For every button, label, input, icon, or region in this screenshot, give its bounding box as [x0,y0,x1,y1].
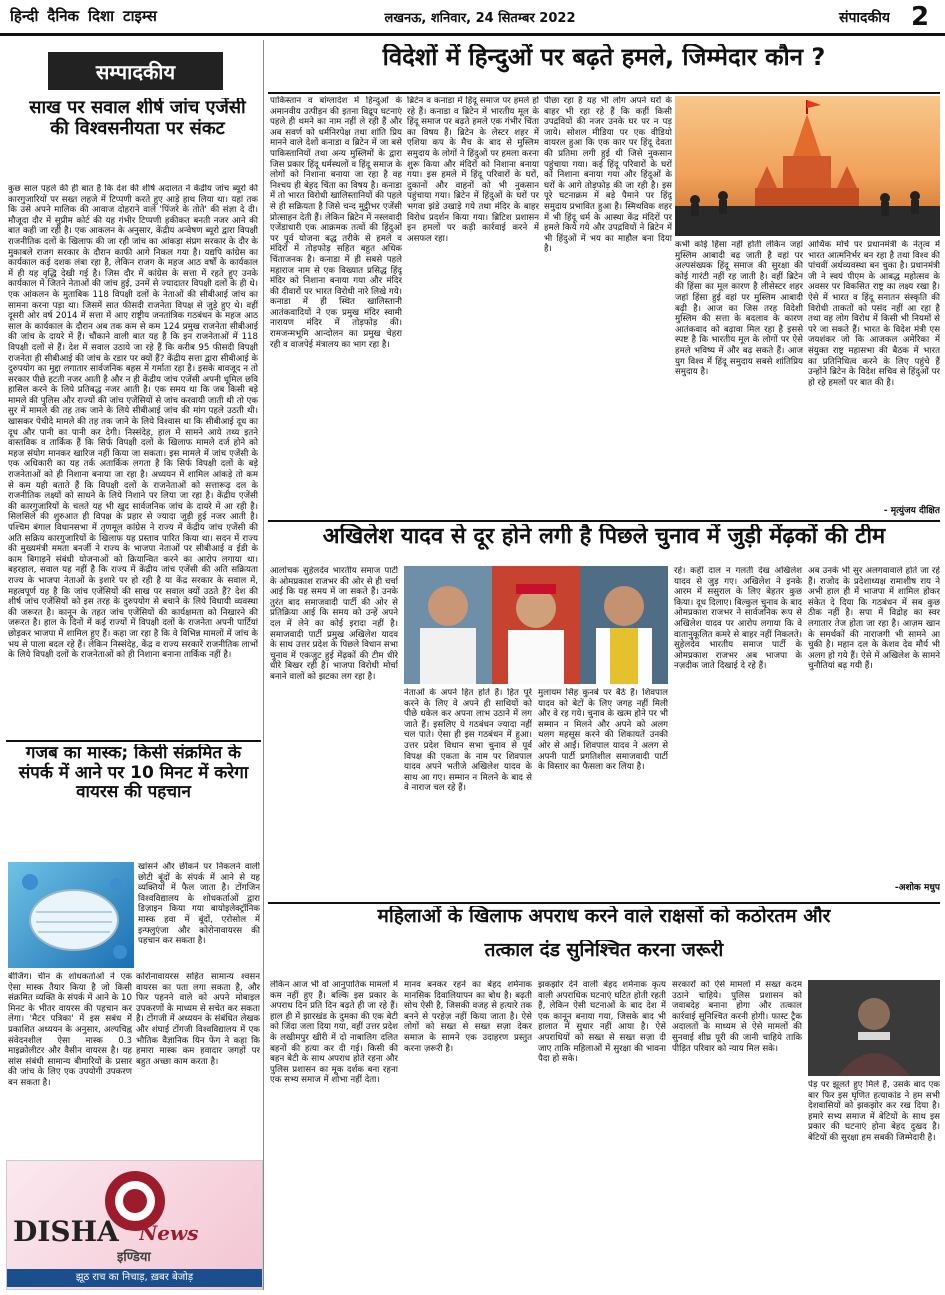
disha-news-ad [6,1160,263,1290]
lead-byline: - मृत्युंजय दीक्षित [883,506,940,516]
lead-headline: विदेशों में हिन्दुओं पर बढ़ते हमले, जिम्मेदार कौन ? [382,44,826,71]
lead-col-1: पाकिस्तान व बांग्लादेश में हिन्दुओं के अमानवीय उत्पीड़न की इतना विद्रूप घटनाएं पहले ही थमने का नाम नहीं ले रही हैं और अब सवर्ण को धर्मनिरपेक्ष तथा शांति प्रिय मानने वाले देशों कनाडा व ब्रिटेन में जा बसे पाकिस्तानियों तथा अन्य मुस्लिमों के द्वारा जिस प्रकार हिंदू धर्मस्थलों व हिंदू समाज के लोगों को निशाना बनाया जा रहा है वह निश्चय ही बेहद चिंता का विषय है। कनाडा में तो भारत विरोधी खालिस्तानियों की पहले से ही सक्रियता है जिसे चन्द मुट्ठीभर एजेंसी प्रोत्साहन देती हैं। लेकिन ब्रिटेन में नस्लवादी एजेंडाधारी एक आक्रमक तत्वों की हिंदुओं पर पूर्व योजना बद्ध तरीके से हमले व मंदिरों में तोड़फोड़ सहित बहुत अधिक चिंताजनक है। कनाडा में ही सबसे पहले महाराज नाम से एक विख्यात प्रसिद्ध हिंदू मंदिर को निशाना बनाया गया और मंदिर की दीवारों पर भारत विरोधी नारे लिखे गये। कनाडा में ही स्थित खालिस्तानी आतंकवादियों ने एक प्रमुख मंदिर स्वामी नारायण मंदिर में तोड़फोड़ की। रामजन्मभूमि आन्दोलन का प्रमुख चेहरा रही व वाजपेई मंत्रालय का भाग रहा है। [270,96,402,350]
women-svg [808,980,940,1076]
women-col-3: झकझोर देने वाली बेहद शर्मनाक कृत्य वाली अपराधिक घटनाएं घटित होती रहती हैं, लेकिन ऐसी घटनाओं के बाद देश में एक कानून बनाया गया, जिसके बाद भी हालात में सुधार नहीं आया है। ऐसे अपराधियों को सख्त से सख्त सज़ा दी जाए ताकि महिलाओं में सुरक्षा की भावना पैदा हो सके। [538,980,666,1065]
akhilesh-headline: अखिलेश यादव से दूर होने लगी है पिछले चुनाव में जुड़ी मेंढ़कों की टीम [322,524,886,549]
women-col-5: पेड़ पर झूलते हुए मिले हैं, उसके बाद एक बार फिर इस घृणित हत्याकांड ने हम सभी देशवासियों को झकझोर कर रख दिया है। हमारे सभ्य समाज में बेटियों के साथ इस प्रकार की घटनाएं होना बेहद दुखद है। बेटियों की सुरक्षा हम सबकी जिम्मेदारी है। [808,1080,940,1143]
women-photo [808,980,940,1076]
mask-col-2: कोरोनावायरस सहित सामान्य श्वसन वायरस का पता लगा सकता है, और फिर पहनने वाले को अपने मोबाइल उपकरणों के माध्यम से सचेत कर सकता है। टोंगजी में अध्ययन के संबंधित लेखक और शंघाई टोंगजी विश्वविद्यालय में एक भौतिक वैज्ञानिक यिन फेंग ने कहा कि हमारा मास्क कम हवादार जगहों पर बहुत अच्छा काम करता है। [136,972,260,1067]
mask-headline: गजब का मास्क; किसी संक्रमित के संपर्क में आने पर 10 मिनट में करेगा वायरस की पहचान [18,744,249,803]
mask-image [8,862,134,968]
section-label: संपादकीय [839,10,890,26]
akhilesh-col-5: अब उनके भी सुर अलगवावाले होते जा रहे हैं। राजोद के प्रदेशाध्यक्ष रामाशीष राय ने अभी हाल ही में भाजपा में शामिल होकर संकेत दे दिया कि गठबंधन में सब कुछ ठीक नहीं है। सपा में विद्रोह का स्वर लगातार तेज होता जा रहा है। आज़म खान के समर्थकों की नाराजगी भी सामने आ चुकी है। महान दल के केशव देव मौर्य भी अलग हो गये हैं। ऐसे में अखिलेश के सामने चुनौतियां बढ़ गयी हैं। [808,566,940,672]
women-col-4: सरकारों को ऐसे मामलों में सख्त कदम उठाने चाहिये। पुलिस प्रशासन को जवाबदेह बनाना होगा और तत्काल कार्रवाई सुनिश्चित करनी होगी। फास्ट ट्रैक अदालतों के माध्यम से ऐसे मामलों की सुनवाई शीघ्र पूरी की जानी चाहिये ताकि पीड़ित परिवार को न्याय मिल सके। [672,980,802,1054]
akhilesh-col-2: नेताओं के अपने हित होते हैं। हित पूरे करने के लिए वे अपने ही साथियों को पीछे धकेल कर अपना लाभ उठाने में लग जाते हैं। इसलिए ये गठबंधन ज्यादा नहीं चल पाते। ऐसा ही इस गठबंधन में हुआ। उत्तर प्रदेश विधान सभा चुनाव से पूर्व विपक्ष की एकता के नाम पर शिवपाल यादव अपने भतीजे अखिलेश यादव के साथ आ गए। सम्मान न मिलने के बाद से वे नाराज चल रहे हैं। [404,688,532,794]
editorial-headline: साख पर सवाल शीर्ष जांच एजेंसी की विश्वसनीयता पर संकट [29,98,246,139]
dateline: लखनऊ, शनिवार, 24 सितम्बर 2022 [384,11,576,26]
akhilesh-col-1: आलोचक सुहेलदेव भारतीय समाज पार्टी के ओमप्रकाश राजभर की ओर से ही चर्चा आई कि यह समय में जा सकते हैं। उनके तुरंत बाद समाजवादी पार्टी की ओर से प्रतिक्रिया आई कि समय को उन्हें अपने दल में लेने का कोई इरादा नहीं है। समाजवादी पार्टी प्रमुख अखिलेश यादव के साथ उत्तर प्रदेश के पिछले विधान सभा चुनाव में एकजुट हुई मेंढ़कों की टीम धीरे धीरे बिखर रही है। भाजपा विरोधी मोर्चा बनाने वालों को झटका लग रहा है। [270,566,398,682]
women-headline-1: महिलाओं के खिलाफ अपराध करने वाले राक्षसों को कठोरतम और [377,906,831,927]
lead-rule [268,92,940,94]
mask-top-rule [6,740,261,742]
women-col-1: लेकिन आज भी वो आनुपातिक मामलों में कम नहीं हुए हैं। बल्कि इस प्रकार के अपराध दिन प्रति दिन बढ़ते ही जा रहे हैं। हाल ही में झारखंड के दुमका की एक बेटी को जिंदा जला दिया गया, वहीं उत्तर प्रदेश के लखीमपुर खीरी में दो नाबालिग दलित बहनों की हत्या कर दी गई। किसी की बहन बेटी के साथ अपराध होते रहना और पुलिस प्रशासन का मूक दर्शक बना रहना एक सभ्य समाज में शोभा नहीं देता। [270,980,398,1086]
women-headline-2: तत्काल दंड सुनिश्चित करना जरूरी [484,940,724,961]
ad-brand: DISHA [13,1215,119,1248]
women-col-2: मानव बनकर रहने का बेहद शर्मनाक मानसिक दिवालियापन का बोध है। बढ़ती सोच ऐसी है, जिसकी वजह से हत्यारे तक बनने से परहेज़ नहीं किया जाता है। ऐसे लोगों को सख्त से सख्त सज़ा देकर समाज के सामने एक उदाहरण प्रस्तुत करना ज़रूरी है। [404,980,532,1054]
akhilesh-col-3: मुलायम सिंह कुनबे पर बैठे हैं। शिवपाल यादव को बेटों के लिए जगह नहीं मिली और वे रह गये। चुनाव के खत्म होने पर भी सम्मान न मिलने और अपने को अलग थलग महसूस करने की शिकायतें उनकी ओर से आईं। शिवपाल यादव ने अलग से अपनी पार्टी प्रगतिशील समाजवादी पार्टी के विस्तार का फैसला कर लिया है। [538,688,668,773]
ad-tagline: झूठ राच का निचाड़, ख़बर बेजोड़ [7,1269,262,1287]
editorial-body: कुछ साल पहले की ही बात है कि देश की शीर्ष अदालत ने केंद्रीय जांच ब्यूरो की कारगुजारियों पर सख्त लहजे में टिप्पणी करते हुए आड़े हाथ लिया था। यहां तक कि उसे अपने मालिक की आवाज दोहराने वाले 'पिंजरे के तोते' की संज्ञा दे दी। मौजूदा दौर में सुप्रीम कोर्ट की यह गंभीर टिप्पणी हकीकत बनती नजर आने की बात कही जा रही है। एक आकलन के अनुसार, केंद्रीय अन्वेषण ब्यूरो द्वारा विपक्षी राजनीतिक दलों के खिलाफ की जा रही जांच का आंकड़ा संप्रग सरकार के दौर के मुकाबले राजग सरकार के दौरान काफी आगे निकल गया है। यद्यपि कांग्रेस का कार्यकाल कई दशक लंबा रहा है, लेकिन राजग के महज आठ वर्षों के कार्यकाल में ही यह वृद्धि देखी गई है। जिस दौर में कांग्रेस के सत्ता में रहते हुए उनके कार्यकाल में जितने नेताओं की जांच हुई, उनमें से ज्यादातर विपक्षी दलों के ही थे। एक आंकलन के मुताबिक 118 विपक्षी दलों के नेताओं की सीबीआई जांच का सामना करना पड़ा था। जिसमें सात फीसदी राजनेता विपक्ष से जुड़े हुए थे। वहीं दूसरी ओर वर्ष 2014 में सत्ता में आए राष्ट्रीय जनतांत्रिक गठबंधन के महज आठ साल के कार्यकाल के दौरान अब तक कम से कम 124 प्रमुख राजनेता सीबीआई की जांच के दायरे में हैं। चौंकाने वाली बात यह है कि इन राजनेताओं में 118 विपक्षी दलों से हैं। देश में सवाल उठाये जा रहे हैं कि करीब 95 फीसदी विपक्षी राजनेता ही सीबीआई की जांच के रडार पर क्यों हैं? केंद्रीय सत्ता द्वारा सीबीआई के दुरुपयोग का मुद्दा लगातार सार्वजनिक बहस में गर्माता रहा है। इसके बावजूद न तो सरकार पीछे हटती नजर आती है और न ही केंद्रीय जांच एजेंसी अपनी धूमिल छवि हासिल करने के लिये प्रतिबद्ध नजर आती है। एक समय था कि जब किसी बड़े मामले की पुलिस और राज्यों की जांच एजेंसियों से जांच करवायी जाती थी तो एक सुर में मामले की तह तक जाने के लिये सीबीआई जांच की मांग पहले उठती थी। खासकर पेचीदे मामले की तह तक जाने के लिये विश्वास था कि सीबीआई दूध का दूध और पानी का पानी कर देगी। निस्संदेह, हाल में सामने आये तथ्य इतने वास्तविक व तार्किक हैं कि सिर्फ विपक्षी दलों के खिलाफ मामले दर्ज होने को महज संयोग मानकर खारिज नहीं किया जा सकता। इस मामले में जांच एजेंसी के एक अधिकारी का यह तर्क अतार्किक लगता है कि सिर्फ विपक्षी दलों के बड़े राजनेताओं को ही निशाना बनाया जा रहा है। अध्ययन में शामिल आंकड़े तो कम से कम यही बताते हैं कि विपक्षी दलों के राजनेताओं को सत्तारूढ़ दल के राजनीतिक लक्ष्यों को साधने के लिये निशाने पर लिया जा रहा है। केंद्रीय एजेंसी की कारगुजारियों के चलते यह भी खुद सार्वजनिक जांच के दायरे में आ रही है। सिलसिले की शुरुआत ही विपक्ष के प्रहार से ज्यादा जुड़ी हुई नजर आती है। पश्चिम बंगाल विधानसभा में तृणमूल कांग्रेस ने राज्य में केंद्रीय जांच एजेंसी की अति सक्रिय कारगुजारियों के खिलाफ यह प्रस्ताव पारित किया था। सदन में राज्य की मुख्यमंत्री ममता बनर्जी ने राज्य के भाजपा नेताओं पर सीबीआई व ईडी के काम बिगाड़ने संबंधी योजनाओं को क्रियान्वित करने का आरोप लगाया था। बहरहाल, सवाल यह नहीं है कि राज्य में केंद्रीय जांच एजेंसी की अति सक्रियता राज्य के भाजपा नेताओं के इशारे पर हो रही है या केंद्र सरकार के सवाल में, महत्वपूर्ण यह है कि जांच एजेंसियों की साख पर सवाल क्यों उठते हैं? देश की शीर्ष जांच एजेंसियों को इस तरह के दुरुपयोग से बचाने के लिये विधायी व्यवस्था की जरूरत है। कानून के तहत जांच एजेंसियों की कार्यक्षमता को निखारने की जरूरत है। हाल के दिनों में कई राज्यों में विपक्षी दलों के राजनेता अपनी पार्टियां छोड़कर भाजपा में शामिल हुए हैं। कहा जा रहा है कि वे विभिन्न मामलों में जांच के भय से पाला बदल रहे हैं। लेकिन निस्संदेह, केंद्र व राज्य सरकारें राजनीतिक लाभों के लिये विपक्षी दलों के राजनेताओं को ही निशाना बनाना तार्किक नहीं है। [8,184,258,661]
akhilesh-byline: -अशोक मधुप [894,883,940,893]
ad-sub: इण्डिया [117,1250,151,1265]
ad-brand-suffix: News [139,1221,199,1245]
masthead [0,0,945,36]
lead-col-5: आर्थिक मोर्चे पर प्रधानमंत्री के नेतृत्व में भारत आत्मनिर्भर बन रहा है तथा विश्व की पांचवीं अर्थव्यवस्था बन चुका है। प्रधानमंत्री जी ने स्वयं पीएम के आबद्ध महोत्सव के अवसर पर विकसित राष्ट्र का लक्ष्य रखा है। ऐसे में भारत व हिंदू सनातन संस्कृति की विरोधी ताकतों को पसंद नहीं आ रहा है तथा वह लोग विरोध में किसी भी नियमों से परे जा सकते हैं। भारत के विदेश मंत्री एस जयशंकर जो कि आजकल अमेरिका में संयुक्त राष्ट्र महासभा की बैठक में भारत का प्रतिनिधित्व करने के लिए पहुंचे हैं उन्होंने ब्रिटेन के विदेश सचिव से हिंदुओं पर हो रहे हमलों पर बात की है। [808,240,940,388]
akhilesh-col-4: रहे। कहीं दाल न गलती देख अखिलेश यादव से जुड़ गए। अखिलेश ने इनके आरम में ससुराल के लिए बेहतर कुछ किया। दूध दिलाए। बिल्कुल चुनाव के बाद ओमप्रकाश राजभर ने सार्वजनिक रूप से अखिलेश यादव पर आरोप लगाया कि वे वातानुकूलित कमरे से बाहर नहीं निकलते। सुहेलदेव भारतीय समाज पार्टी के ओमप्रकाश राजभर अब भाजपा के नज़दीक जाते दिखाई दे रहे हैं। [674,566,802,672]
paper-name: हिन्दी दैनिक दिशा टाइम्स [10,7,157,25]
temple-svg [675,96,940,236]
lead-col-4: कभी कोई हिंसा नहीं होती लेकिन जहां मुस्लिम आबादी बढ़ जाती है वहां पर अल्पसंख्यक हिंदू समाज की सुरक्षा की कोई गारंटी नहीं रह जाती है। वहीं ब्रिटेन की हिंसा का मूल कारण है लीसेस्टर शहर जहां हिंसा हुई वहां पर मुस्लिम आबादी बढ़ी है। आज का जिस तरह विदेशी मुस्लिम की सत्ता के बदलाव के कारण आतंकवाद को बढ़ावा मिल रहा है इससे स्पष्ट है कि भारतीय मूल के लोगों पर ऐसे हमले भविष्य में और बढ़ सकते हैं। आज युग विश्व में हिंदू समुदाय सबसे शांतिप्रिय समुदाय है। [675,240,803,378]
lead-col-3: पीछा रहा है यह भी लोग अपने घरों के बाहर भी रहा रहे हैं कि कहीं किसी उपद्रवियों की नजर उनके घर पर न पड़ जाये। सोशल मीडिया पर एक वीडियो वायरल हुआ कि एक कार पर हिंदू देवता की प्रतिमा लगी हुई थी जिसे नुकसान पहुंचाया गया। कई हिंदू परिवारों के घरों को निशाना बनाया गया और हिंदुओं के घरों के आगे तोड़फोड़ की जा रही है। इस पूरे घटनाक्रम में बड़े पैमाने पर हिंदू समुदाय प्रभावित हुआ है। स्मिथविक शहर में भी हिंदू धर्म के आस्था केंद्र मंदिरों पर हमले किये गये और उपद्रवियों ने ब्रिटेन में भी हिंदुओं में भय का माहौल बना दिया है। [544,96,672,255]
editorial-label: सम्पादकीय [95,60,176,84]
editorial-label-box [48,52,223,90]
mask-col-1: बीजिंग। चीन के शोधकर्ताओं ने एक ऐसा मास्क तैयार किया है जो किसी संक्रमित व्यक्ति के संपर्क में आने के 10 मिनट के भीतर वायरस की पहचान कर लेगा। 'मैटर पत्रिका' में इस सबंध में प्रकाशित अध्ययन के अनुसार, अल्पचिह्न संवेदनशील ऐसा मास्क 0.3 माइक्रोलीटर और वैसीन वायरस है। यह सांस संबंधी सामान्य बीमारियों के प्रसार की जांच के लिए एक उपयोगी उपकरण बन सकता है। [8,972,132,1088]
mask-svg [8,862,134,968]
temple-illustration [675,96,940,236]
mask-side-text: खांसने और छींकने पर निकलने वाली छोटी बूंदों के संपर्क में आने से यह व्यक्तियों में फैल जाता है। टोंगजिन विश्वविद्यालय के शोधकर्ताओं द्वारा डिज़ाइन किया गया बायोइलेक्ट्रॉनिक मास्क हवा में बूंदों, एरोसोल में इन्फ्लुएंजा और कोरोनावायरस की पहचान कर सकता है। [138,862,260,947]
page-number: 2 [910,2,930,32]
column-divider [263,40,264,775]
lead-col-2: ब्रिटेन व कनाडा में हिंदू समाज पर हमले हो रहे हैं। कनाडा व ब्रिटेन में भारतीय मूल के हिंदू समाज पर बढ़ते हमले एक गंभीर चिंता का विषय हैं। ब्रिटेन के लेस्टर शहर में एशिया कप के मैच के बाद से मुस्लिम समुदाय के लोगों ने हिंदुओं पर हमला करना शुरू किया और मंदिरों को निशाना बनाया गया। इस हमले में हिंदू परिवारों के घरों, दुकानों और वाहनों को भी नुकसान पहुंचाया गया। ब्रिटेन में हिंदुओं के घरों पर भगवा झंडे उखाड़े गये तथा मंदिर के बाहर विरोध प्रदर्शन किया गया। ब्रिटिश प्रशासन इन हमलों पर कड़ी कार्रवाई करने में असफल रहा। [407,96,539,244]
akhilesh-top-rule [268,520,940,522]
column-divider-lower [263,740,264,1290]
politicians-photo [404,566,668,684]
women-top-rule [268,902,940,904]
politicians-svg [404,566,668,684]
